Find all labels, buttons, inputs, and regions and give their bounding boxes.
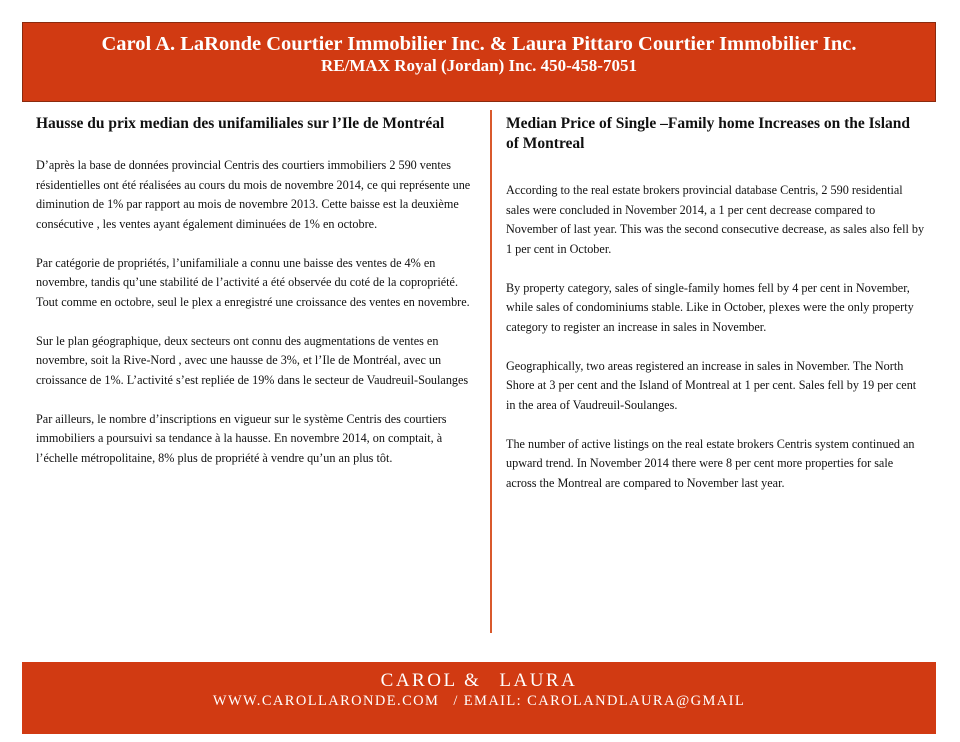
- website-link[interactable]: WWW.CAROLLARONDE.COM: [212, 693, 440, 709]
- french-column: [36, 114, 476, 488]
- column-divider: [490, 110, 492, 633]
- footer-contact: [22, 692, 936, 710]
- footer-name-carol: CAROL &: [380, 670, 482, 691]
- english-paragraph-2: By property category, sales of single-family homes fell by 4 per cent in November, while sales of condominiums stable. Like in October, plexes were the only property category to register an increase in sales in November.: [506, 280, 914, 334]
- english-paragraph-1: According to the real estate brokers provincial database Centris, 2 590 residential sales were concluded in November 2014, a 1 per cent decrease compared to November of last year. This was the second consecutive decrease, as sales also fell by 1 per cent in October.: [506, 183, 925, 256]
- footer-name-laura: LAURA: [499, 670, 578, 691]
- brokers-title: Carol A. LaRonde Courtier Immobilier Inc. & Laura Pittaro Courtier Immobilier Inc.: [101, 33, 857, 55]
- french-title: Hausse du prix median des unifamiliales sur l’Ile de Montréal: [36, 115, 445, 132]
- english-paragraph-3: Geographically, two areas registered an increase in sales in November. The North Shore at 3 per cent and the Island of Montreal at 1 per cent. Sales fell by 19 per cent in the area of Vaudreuil-Soulanges.: [506, 358, 917, 412]
- agency-phone: RE/MAX Royal (Jordan) Inc. 450-458-7051: [321, 56, 637, 75]
- french-paragraph-4: Par ailleurs, le nombre d’inscriptions en vigueur sur le système Centris des courtiers immobiliers a poursuivi sa tendance à la hausse. En novembre 2014, on comptait, à l’échelle métropolitaine, 8% plus de propriété à vendre qu’un an plus tôt.: [36, 411, 447, 465]
- english-column: [506, 114, 926, 513]
- email-link[interactable]: / EMAIL: CAROLANDLAURA@GMAIL: [453, 693, 746, 709]
- english-title: Median Price of Single –Family home Increases on the Island of Montreal: [506, 115, 910, 152]
- french-paragraph-1: D’après la base de données provincial Centris des courtiers immobiliers 2 590 ventes résidentielles ont été réalisées au cours du mois de novembre 2014, ce qui représente une diminution de 1% par rapport au mois de novembre 2013. Cette baisse est la deuxième consécutive , les ventes ayant également diminuées de 1% en octobre.: [36, 158, 471, 231]
- english-paragraph-4: The number of active listings on the real estate brokers Centris system continued an upward trend. In November 2014 there were 8 per cent more properties for sale across the Montreal are compared to November last year.: [506, 436, 915, 490]
- french-paragraph-2: Par catégorie de propriétés, l’unifamiliale a connu une baisse des ventes de 4% en novembre, tandis qu’une stabilité de l’activité a été observée du coté de la copropriété. Tout comme en octobre, seul le plex a enregistré une croissance des ventes en novembre.: [36, 255, 470, 309]
- footer-names: [22, 670, 936, 692]
- footer-banner: [22, 662, 936, 734]
- french-paragraph-3: Sur le plan géographique, deux secteurs ont connu des augmentations de ventes en novembre, soit la Rive-Nord , avec une hausse de 3%, et l’Ile de Montréal, avec un croissance de 1%. L’activité s’est repliée de 19% dans le secteur de Vaudreuil-Soulanges: [36, 333, 469, 387]
- header-banner: [22, 22, 936, 102]
